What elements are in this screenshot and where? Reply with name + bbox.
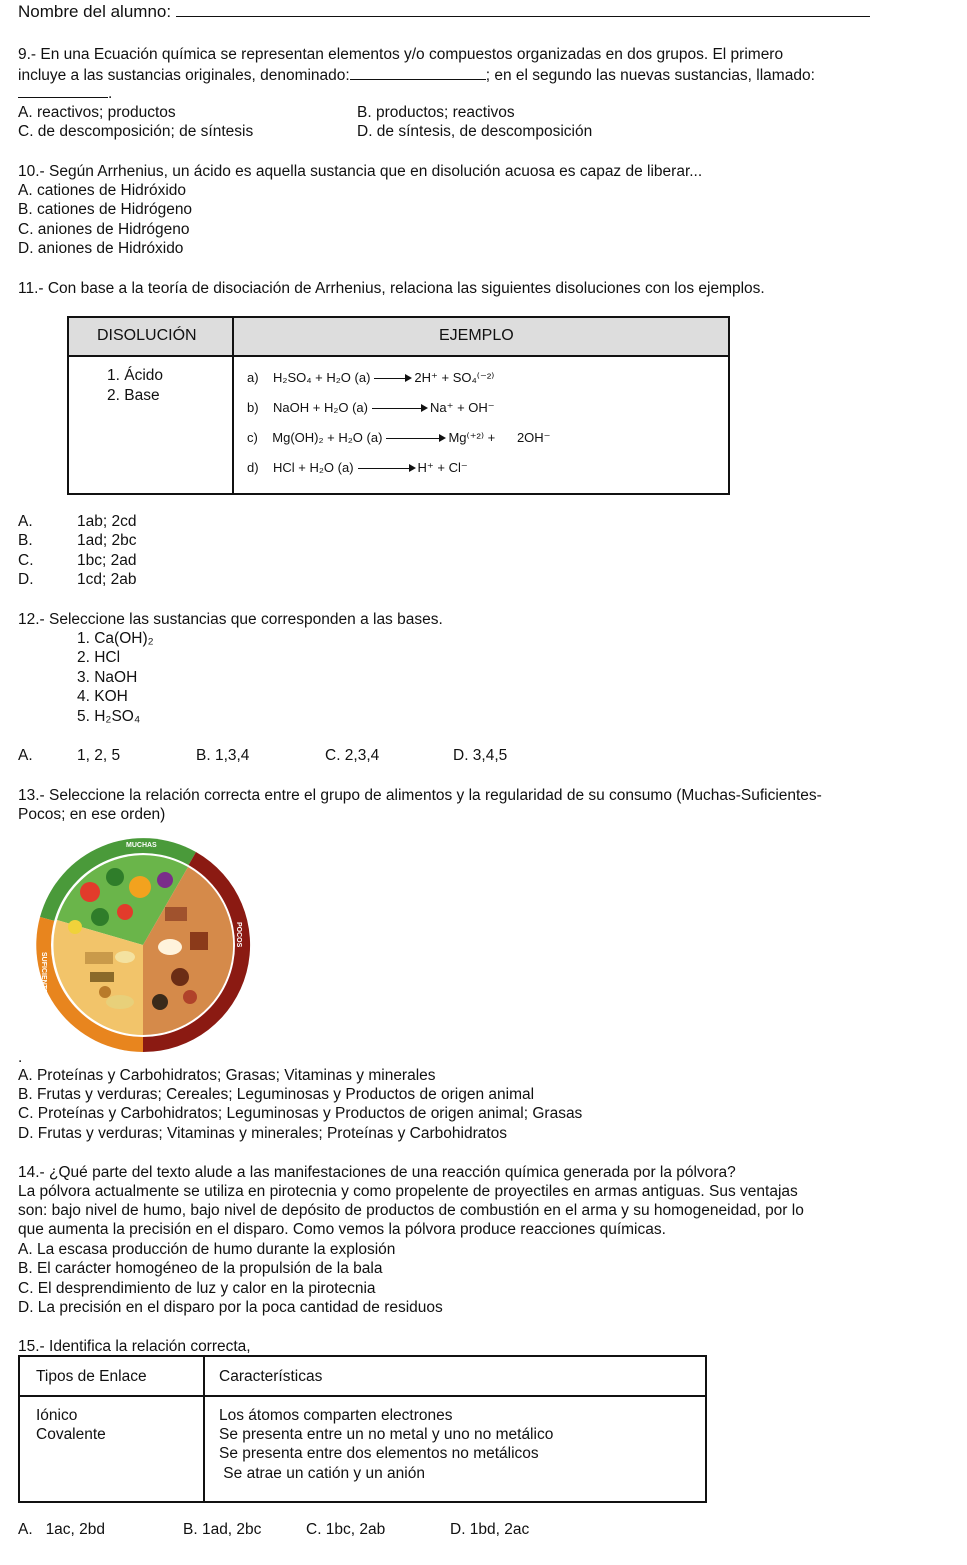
q14-option-a[interactable]: A. La escasa producción de humo durante la explosión (18, 1241, 396, 1258)
q14-question: 14.- ¿Qué parte del texto alude a las manifestaciones de una reacción química generada por la pólvora? (18, 1164, 736, 1181)
q15-table (18, 1355, 707, 1503)
q10-option-a[interactable]: A. cationes de Hidróxido (18, 182, 187, 199)
arrow-icon (358, 468, 414, 469)
q15-char-c: Se presenta entre dos elementos no metálicos (219, 1445, 539, 1462)
q15-type-ionico: Iónico (36, 1407, 78, 1424)
q11-option-c[interactable]: C. 1bc; 2ad (18, 552, 137, 569)
q12-option-c[interactable]: C. 2,3,4 (325, 747, 380, 764)
q15-question: 15.- Identifica la relación correcta, (18, 1338, 251, 1355)
q12-substance-2: 2. HCl (77, 649, 121, 666)
q9-option-d[interactable]: D. de síntesis, de descomposición (357, 123, 593, 140)
q15-char-a: Los átomos comparten electrones (219, 1407, 453, 1424)
q13-line1: 13.- Seleccione la relación correcta entre el grupo de alimentos y la regularidad de su consumo (Muchas-Suficientes- (18, 787, 822, 804)
q12-question: 12.- Seleccione las sustancias que corresponden a las bases. (18, 611, 443, 628)
q11-example-a: a) H₂SO₄ + H₂O (a) 2H⁺ + SO₄⁽⁻²⁾ (247, 370, 495, 385)
q11-example-c: c) Mg(OH)₂ + H₂O (a) Mg⁽⁺²⁾ + 2OH⁻ (247, 430, 551, 445)
q11-table (67, 316, 730, 495)
q9-option-a[interactable]: A. reactivos; productos (18, 104, 176, 121)
q11-example-d: d) HCl + H₂O (a) H⁺ + Cl⁻ (247, 460, 468, 475)
q15-col-tipos: Tipos de Enlace (36, 1368, 147, 1385)
q15-char-d: Se atrae un catión y un anión (219, 1465, 425, 1482)
q14-option-b[interactable]: B. El carácter homogéneo de la propulsión de la bala (18, 1260, 383, 1277)
q15-option-b[interactable]: B. 1ad, 2bc (183, 1521, 262, 1538)
arrow-icon (372, 408, 426, 409)
q12-substance-4: 4. KOH (77, 688, 128, 705)
student-name-blank[interactable] (176, 2, 870, 17)
q11-example-b: b) NaOH + H₂O (a) Na⁺ + OH⁻ (247, 400, 495, 415)
q15-option-c[interactable]: C. 1bc, 2ab (306, 1521, 386, 1538)
arrow-icon (386, 438, 444, 439)
q14-paragraph-line1: La pólvora actualmente se utiliza en pirotecnia y como propelente de proyectiles en armas antiguas. Sus ventajas (18, 1183, 798, 1200)
plate-label-pocos: POCOS (235, 922, 242, 948)
q15-char-b: Se presenta entre un no metal y uno no metálico (219, 1426, 554, 1443)
q10-option-c[interactable]: C. aniones de Hidrógeno (18, 221, 190, 238)
q11-item-acido: 1. Ácido (107, 367, 164, 384)
q9-blank1[interactable] (350, 65, 486, 80)
q15-option-a[interactable]: A. 1ac, 2bd (18, 1521, 106, 1538)
q9-line1: 9.- En una Ecuación química se representan elementos y/o compuestos organizadas en dos grupos. El primero (18, 46, 784, 63)
q13-dot: . (18, 1049, 23, 1066)
q11-item-base: 2. Base (107, 387, 160, 404)
q14-paragraph-line2: son: bajo nivel de humo, bajo nivel de depósito de productos de combustión en el arma y su homogeneidad, por lo (18, 1202, 804, 1219)
q11-option-b[interactable]: B. 1ad; 2bc (18, 532, 137, 549)
q10-option-d[interactable]: D. aniones de Hidróxido (18, 240, 184, 257)
q12-option-d[interactable]: D. 3,4,5 (453, 747, 508, 764)
q13-option-c[interactable]: C. Proteínas y Carbohidratos; Leguminosas y Productos de origen animal; Grasas (18, 1105, 583, 1122)
q9-option-b[interactable]: B. productos; reactivos (357, 104, 515, 121)
q11-question: 11.- Con base a la teoría de disociación de Arrhenius, relaciona las siguientes disoluciones con los ejemplos. (18, 280, 765, 297)
q15-table-column-divider (203, 1357, 205, 1501)
q15-col-caracteristicas: Características (219, 1368, 323, 1385)
q13-option-a[interactable]: A. Proteínas y Carbohidratos; Grasas; Vitaminas y minerales (18, 1067, 436, 1084)
q11-table-divider (232, 318, 234, 493)
q9-option-c[interactable]: C. de descomposición; de síntesis (18, 123, 254, 140)
q9-blank2[interactable] (18, 83, 108, 98)
q10-option-b[interactable]: B. cationes de Hidrógeno (18, 201, 193, 218)
q15-type-covalente: Covalente (36, 1426, 106, 1443)
q13-option-b[interactable]: B. Frutas y verduras; Cereales; Leguminosas y Productos de origen animal (18, 1086, 535, 1103)
q15-option-d[interactable]: D. 1bd, 2ac (450, 1521, 530, 1538)
q12-substance-5: 5. H₂SO₄ (77, 708, 141, 725)
q12-substance-1: 1. Ca(OH)₂ (77, 630, 154, 647)
q13-line2: Pocos; en ese orden) (18, 806, 166, 823)
q10-question: 10.- Según Arrhenius, un ácido es aquella sustancia que en disolución acuosa es capaz de liberar... (18, 163, 703, 180)
q12-option-b[interactable]: B. 1,3,4 (196, 747, 250, 764)
q12-option-a[interactable]: A. 1, 2, 5 (18, 747, 121, 764)
q14-paragraph-line3: que aumenta la precisión en el disparo. Como vemos la pólvora produce reacciones químicas. (18, 1221, 666, 1238)
q9-line3: . (18, 83, 112, 103)
q12-substance-3: 3. NaOH (77, 669, 138, 686)
q9-line2: incluye a las sustancias originales, denominado: ; en el segundo las nuevas sustancias, llamado: (18, 67, 815, 84)
food-plate-image (30, 832, 256, 1058)
q14-option-d[interactable]: D. La precisión en el disparo por la poca cantidad de residuos (18, 1299, 443, 1316)
plate-label-muchas: MUCHAS (126, 842, 157, 849)
q11-option-d[interactable]: D. 1cd; 2ab (18, 571, 137, 588)
plate-label-suficientes: SUFICIENTES (40, 952, 47, 999)
q14-option-c[interactable]: C. El desprendimiento de luz y calor en la pirotecnia (18, 1280, 376, 1297)
q15-table-header-divider (20, 1395, 705, 1397)
student-name-label: Nombre del alumno: (18, 2, 870, 21)
q11-col-disolucion: DISOLUCIÓN (97, 327, 197, 344)
q11-option-a[interactable]: A. 1ab; 2cd (18, 513, 137, 530)
arrow-icon (374, 378, 410, 379)
q11-col-ejemplo: EJEMPLO (439, 327, 514, 344)
q13-option-d[interactable]: D. Frutas y verduras; Vitaminas y minerales; Proteínas y Carbohidratos (18, 1125, 508, 1142)
